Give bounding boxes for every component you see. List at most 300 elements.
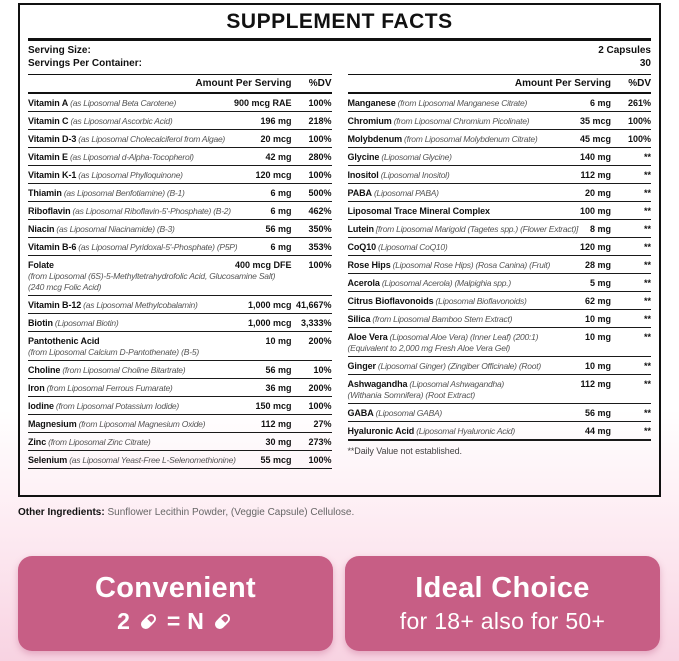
- row-name-cell: [348, 277, 586, 289]
- ingredient-name: GABA: [347, 408, 374, 418]
- ingredient-description: (Liposomal PABA): [373, 188, 439, 198]
- row-dv: **: [643, 188, 651, 198]
- row-name-cell: [348, 331, 581, 343]
- pill-formula: [117, 608, 234, 635]
- other-ingredients-text: Sunflower Lecithin Powder, (Veggie Capsule) Cellulose.: [104, 507, 355, 518]
- table-row: [348, 148, 652, 166]
- row-amount: 55 mcg: [260, 455, 292, 465]
- row-amount: 56 mg: [584, 408, 611, 418]
- row-dv: **: [643, 361, 651, 371]
- supplement-label-page: [0, 3, 679, 661]
- row-dv: 273%: [308, 437, 332, 447]
- table-row-main: [348, 205, 652, 217]
- table-row-main: [348, 313, 652, 325]
- table-row-main: [348, 259, 652, 271]
- row-amount: 42 mg: [265, 152, 292, 162]
- ingredient-name: Aloe Vera: [347, 332, 388, 342]
- ingredient-description: (from Liposomal Molybdenum Citrate): [404, 134, 538, 144]
- ingredient-description: (from Liposomal Zinc Citrate): [48, 437, 151, 447]
- ingredient-description: (Liposomal Bioflavonoids): [435, 296, 527, 306]
- daily-value-footnote: **Daily Value not established.: [347, 446, 462, 456]
- row-name-cell: [28, 317, 244, 329]
- row-dv: 261%: [627, 98, 651, 108]
- table-row-main: [348, 360, 652, 372]
- row-amount: 140 mg: [579, 152, 611, 162]
- ideal-choice-title: Ideal Choice: [415, 572, 590, 604]
- amount-per-serving-header: Amount Per Serving: [195, 78, 292, 89]
- bottom-badges: [18, 556, 660, 651]
- table-row: [28, 130, 332, 148]
- ingredient-description: (from Liposomal Bamboo Stem Extract): [372, 314, 513, 324]
- row-dv: 100%: [308, 401, 332, 411]
- row-name-cell: [28, 299, 244, 311]
- row-dv: **: [643, 242, 651, 252]
- row-amount: 6 mg: [270, 206, 292, 216]
- ingredient-description: (Liposomal Ginger) (Zingiber Officinale) (Root): [377, 361, 541, 371]
- table-row-main: [28, 223, 332, 235]
- capsule-icon: [137, 610, 160, 633]
- row-amount: 120 mg: [579, 242, 611, 252]
- row-name-cell: [348, 259, 581, 271]
- row-amount: 10 mg: [584, 361, 611, 371]
- table-row: [348, 292, 652, 310]
- ingredient-description: (as Liposomal Niacinamide) (B-3): [56, 224, 175, 234]
- ingredient-description: (as Liposomal d-Alpha-Tocopherol): [69, 152, 194, 162]
- row-dv: 353%: [308, 242, 332, 252]
- row-extra-lines: [28, 271, 332, 293]
- table-row-main: [348, 115, 652, 127]
- badge-convenient: [18, 556, 333, 651]
- ingredient-name: Acerola: [347, 278, 380, 288]
- row-dv: **: [643, 260, 651, 270]
- row-name-cell: [28, 151, 261, 163]
- row-name-cell: [348, 115, 576, 127]
- table-row: [28, 256, 332, 296]
- row-dv: 100%: [308, 455, 332, 465]
- row-amount: 45 mcg: [579, 134, 611, 144]
- row-name-cell: [28, 115, 256, 127]
- ingredient-name: PABA: [347, 188, 372, 198]
- ingredient-description: (Liposomal Aloe Vera) (Inner Leaf) (200:1): [389, 332, 539, 342]
- table-row-main: [28, 115, 332, 127]
- pill-count: 2: [117, 608, 130, 634]
- ingredient-description: (as Liposomal Phylloquinone): [78, 170, 183, 180]
- table-row: [348, 130, 652, 148]
- ingredient-name: Chromium: [347, 116, 392, 126]
- row-dv: 462%: [308, 206, 332, 216]
- table-row-main: [348, 133, 652, 145]
- table-row-main: [28, 151, 332, 163]
- servings-per-container-label: Servings Per Container:: [28, 58, 142, 69]
- supplement-facts-title: SUPPLEMENT FACTS: [28, 5, 651, 41]
- row-name-cell: [348, 295, 581, 307]
- row-name-cell: [348, 378, 577, 390]
- table-row-main: [348, 241, 652, 253]
- ingredient-description: (from Liposomal Manganese Citrate): [397, 98, 528, 108]
- table-row: [348, 310, 652, 328]
- table-row: [348, 256, 652, 274]
- convenient-title: Convenient: [95, 572, 256, 604]
- table-row-main: [348, 151, 652, 163]
- row-amount: 1,000 mcg: [247, 318, 292, 328]
- row-amount: 5 mg: [589, 278, 611, 288]
- table-row-main: [348, 277, 652, 289]
- ingredient-description: (from Liposomal Ferrous Fumarate): [46, 383, 173, 393]
- row-name-cell: [348, 133, 576, 145]
- row-name-cell: [28, 241, 266, 253]
- ingredient-name: Riboflavin: [28, 206, 71, 216]
- table-row-main: [348, 169, 652, 181]
- table-row-main: [28, 418, 332, 430]
- table-row: [348, 422, 652, 441]
- ingredient-description: (as Liposomal Methylcobalamin): [83, 300, 198, 310]
- row-amount: 900 mcg RAE: [233, 98, 292, 108]
- table-row: [28, 202, 332, 220]
- row-amount: 35 mcg: [579, 116, 611, 126]
- row-dv: 10%: [313, 365, 332, 375]
- row-name-cell: [348, 169, 577, 181]
- row-amount: 36 mg: [265, 383, 292, 393]
- row-name-cell: [348, 205, 576, 217]
- pill-label: N: [187, 608, 204, 634]
- table-row-main: [28, 187, 332, 199]
- row-amount: 44 mg: [584, 426, 611, 436]
- ingredient-name: Iron: [28, 383, 45, 393]
- row-dv: 200%: [308, 336, 332, 346]
- row-dv: 100%: [627, 116, 651, 126]
- column-header-right: [348, 74, 652, 94]
- row-name-cell: [348, 425, 581, 437]
- table-row-main: [28, 317, 332, 329]
- row-amount: 6 mg: [270, 188, 292, 198]
- table-row-main: [348, 223, 652, 235]
- ingredient-name: Manganese: [347, 98, 396, 108]
- row-name-cell: [28, 436, 261, 448]
- ingredient-name: Pantothenic Acid: [28, 336, 100, 346]
- table-row-main: [348, 187, 652, 199]
- ingredient-description: (Liposomal Ashwagandha): [409, 379, 504, 389]
- row-dv: 350%: [308, 224, 332, 234]
- row-amount: 10 mg: [584, 314, 611, 324]
- row-name-cell: [28, 259, 231, 271]
- ingredient-name: Liposomal Trace Mineral Complex: [347, 206, 490, 216]
- table-row-main: [348, 425, 652, 437]
- row-amount: 1,000 mcg: [247, 300, 292, 310]
- row-dv: **: [643, 152, 651, 162]
- ingredient-description: (as Liposomal Yeast-Free L-Selenomethionine): [69, 455, 236, 465]
- table-row: [28, 166, 332, 184]
- row-dv: **: [643, 426, 651, 436]
- right-rows-container: [348, 94, 652, 441]
- row-name-cell: [348, 151, 576, 163]
- row-dv: **: [643, 224, 651, 234]
- row-amount: 112 mg: [580, 170, 611, 180]
- facts-column-right: [348, 74, 652, 469]
- table-row: [348, 238, 652, 256]
- table-row: [28, 112, 332, 130]
- row-name-cell: [348, 223, 586, 235]
- table-row-main: [28, 169, 332, 181]
- ingredient-name: Vitamin E: [28, 152, 68, 162]
- ingredient-description: (as Liposomal Benfotiamine) (B-1): [63, 188, 185, 198]
- ingredient-name: Iodine: [28, 401, 54, 411]
- row-name-cell: [348, 241, 576, 253]
- row-extra-line: (Equivalent to 2,000 mg Fresh Aloe Vera Gel): [347, 343, 511, 353]
- ingredient-description: (from Liposomal Potassium Iodide): [55, 401, 179, 411]
- ingredient-description: (Liposomal Inositol): [380, 170, 450, 180]
- ingredient-name: Vitamin D-3: [28, 134, 77, 144]
- column-header-left: [28, 74, 332, 94]
- dv-header: %DV: [308, 78, 332, 89]
- table-row-main: [348, 331, 652, 343]
- table-row-main: [28, 335, 332, 347]
- row-amount: 28 mg: [584, 260, 611, 270]
- ingredient-name: Magnesium: [28, 419, 77, 429]
- row-name-cell: [28, 400, 251, 412]
- ingredient-description: (Liposomal Hyaluronic Acid): [416, 426, 515, 436]
- ingredient-name: Molybdenum: [347, 134, 402, 144]
- row-dv: **: [643, 408, 651, 418]
- row-name-cell: [348, 97, 586, 109]
- amount-per-serving-header: Amount Per Serving: [514, 78, 611, 89]
- equals-sign: =: [166, 608, 181, 634]
- table-row-main: [28, 133, 332, 145]
- serving-size-label: Serving Size:: [28, 45, 91, 56]
- row-dv: 100%: [308, 170, 332, 180]
- ingredient-name: CoQ10: [347, 242, 377, 252]
- ingredient-name: Vitamin A: [28, 98, 69, 108]
- ingredient-name: Glycine: [347, 152, 380, 162]
- row-amount: 62 mg: [584, 296, 611, 306]
- row-extra-line: (Withania Somnifera) (Root Extract): [347, 390, 476, 400]
- table-row: [28, 148, 332, 166]
- table-row: [28, 415, 332, 433]
- row-name-cell: [28, 97, 230, 109]
- row-name-cell: [28, 382, 261, 394]
- table-row: [348, 274, 652, 292]
- table-row: [28, 220, 332, 238]
- row-dv: **: [643, 314, 651, 324]
- ingredient-name: Ginger: [347, 361, 376, 371]
- row-name-cell: [348, 360, 581, 372]
- row-amount: 150 mcg: [255, 401, 292, 411]
- row-amount: 10 mg: [265, 336, 292, 346]
- row-extra-line: (240 mcg Folic Acid): [28, 282, 102, 292]
- dv-header: %DV: [628, 78, 651, 89]
- table-row: [28, 184, 332, 202]
- left-rows-container: [28, 94, 332, 469]
- row-dv: 218%: [308, 116, 332, 126]
- row-dv: 100%: [308, 260, 332, 270]
- row-amount: 120 mcg: [255, 170, 292, 180]
- row-name-cell: [348, 187, 581, 199]
- table-row: [348, 375, 652, 404]
- row-amount: 10 mg: [584, 332, 611, 342]
- capsule-icon: [211, 610, 234, 633]
- ingredient-name: Selenium: [28, 455, 68, 465]
- row-name-cell: [28, 335, 261, 347]
- table-row-main: [28, 259, 332, 271]
- ingredient-description: (from Liposomal Chromium Picolinate): [393, 116, 530, 126]
- ingredient-name: Biotin: [28, 318, 53, 328]
- ingredient-description: [from Liposomal Marigold (Tagetes spp.) (Flower Extract)]: [375, 224, 579, 234]
- row-amount: 100 mg: [579, 206, 611, 216]
- row-amount: 56 mg: [265, 365, 292, 375]
- row-amount: 6 mg: [270, 242, 292, 252]
- table-row-main: [28, 299, 332, 311]
- table-row: [28, 397, 332, 415]
- row-dv: **: [643, 296, 651, 306]
- row-dv: 27%: [313, 419, 332, 429]
- ideal-choice-subtitle: for 18+ also for 50+: [399, 608, 606, 634]
- table-row: [28, 361, 332, 379]
- serving-size-row: [28, 44, 651, 57]
- servings-per-container-row: [28, 57, 651, 70]
- table-row: [348, 328, 652, 357]
- ingredient-name: Rose Hips: [347, 260, 391, 270]
- row-dv: 280%: [308, 152, 332, 162]
- row-name-cell: [28, 133, 256, 145]
- row-amount: 20 mg: [584, 188, 611, 198]
- ingredient-description: (Liposomal Rose Hips) (Rosa Canina) (Fruit): [392, 260, 551, 270]
- ingredient-name: Thiamin: [28, 188, 62, 198]
- row-amount: 400 mcg DFE: [234, 260, 292, 270]
- row-name-cell: [28, 223, 261, 235]
- ingredient-name: Vitamin K-1: [28, 170, 77, 180]
- facts-column-left: [28, 74, 332, 469]
- row-amount: 196 mg: [260, 116, 292, 126]
- table-row: [28, 379, 332, 397]
- table-row: [348, 357, 652, 375]
- ingredient-name: Lutein: [347, 224, 374, 234]
- row-name-cell: [28, 418, 257, 430]
- badge-ideal-choice: [345, 556, 660, 651]
- ingredient-name: Folate: [28, 260, 54, 270]
- serving-size-value: 2 Capsules: [598, 45, 651, 56]
- row-dv: 500%: [308, 188, 332, 198]
- ingredient-description: (as Liposomal Riboflavin-5'-Phosphate) (B-2): [72, 206, 231, 216]
- ingredient-name: Niacin: [28, 224, 55, 234]
- table-row-main: [28, 364, 332, 376]
- ingredient-description: (Liposomal Glycine): [381, 152, 452, 162]
- table-row-main: [28, 205, 332, 217]
- ingredient-description: (from Liposomal Choline Bitartrate): [62, 365, 186, 375]
- row-amount: 20 mcg: [260, 134, 292, 144]
- table-row: [348, 94, 652, 112]
- table-row-main: [28, 97, 332, 109]
- table-row: [348, 166, 652, 184]
- table-row: [28, 238, 332, 256]
- servings-per-container-value: 30: [639, 58, 651, 69]
- ingredient-name: Vitamin B-12: [28, 300, 82, 310]
- row-name-cell: [348, 407, 581, 419]
- ingredient-name: Zinc: [28, 437, 47, 447]
- row-name-cell: [28, 169, 251, 181]
- ingredient-description: (as Liposomal Beta Carotene): [70, 98, 177, 108]
- ingredient-description: (Liposomal Biotin): [54, 318, 119, 328]
- row-name-cell: [348, 313, 581, 325]
- table-row-main: [28, 436, 332, 448]
- table-row: [28, 296, 332, 314]
- row-extra-line: (from Liposomal (6S)-5-Methyltetrahydrofolic Acid, Glucosamine Salt): [28, 271, 276, 281]
- table-row-main: [348, 378, 652, 390]
- ingredient-name: Vitamin C: [28, 116, 69, 126]
- row-dv: 100%: [308, 98, 332, 108]
- ingredient-description: (Liposomal CoQ10): [378, 242, 448, 252]
- row-extra-lines: [348, 390, 652, 401]
- table-row: [28, 314, 332, 332]
- ingredient-name: Choline: [28, 365, 61, 375]
- row-dv: **: [643, 278, 651, 288]
- table-row: [28, 332, 332, 361]
- serving-info: [28, 41, 651, 74]
- table-row: [28, 451, 332, 469]
- table-row-main: [28, 382, 332, 394]
- row-amount: 56 mg: [265, 224, 292, 234]
- row-name-cell: [28, 454, 256, 466]
- row-dv: 200%: [308, 383, 332, 393]
- ingredient-name: Inositol: [347, 170, 379, 180]
- table-row: [348, 220, 652, 238]
- row-amount: 112 mg: [580, 379, 611, 389]
- table-row: [348, 202, 652, 220]
- row-extra-lines: [348, 343, 652, 354]
- row-amount: 8 mg: [589, 224, 611, 234]
- row-dv: 41,667%: [295, 300, 332, 310]
- row-dv: **: [643, 332, 651, 342]
- table-row-main: [348, 407, 652, 419]
- ingredient-name: Hyaluronic Acid: [347, 426, 415, 436]
- ingredient-description: (Liposomal GABA): [375, 408, 442, 418]
- ingredient-description: (Liposomal Acerola) (Malpighia spp.): [381, 278, 511, 288]
- row-dv: 100%: [627, 134, 651, 144]
- supplement-facts-panel: [18, 3, 661, 497]
- row-dv: **: [643, 170, 651, 180]
- ingredient-name: Silica: [347, 314, 371, 324]
- ingredient-description: (from Liposomal Magnesium Oxide): [78, 419, 206, 429]
- facts-columns: [28, 74, 651, 469]
- row-dv: **: [643, 379, 651, 389]
- row-dv: 3,333%: [300, 318, 332, 328]
- ingredient-description: (as Liposomal Ascorbic Acid): [70, 116, 173, 126]
- table-row: [348, 184, 652, 202]
- ingredient-description: (as Liposomal Pyridoxal-5'-Phosphate) (P5P): [78, 242, 238, 252]
- row-amount: 112 mg: [260, 419, 292, 429]
- table-row: [348, 404, 652, 422]
- table-row-main: [28, 454, 332, 466]
- row-dv: **: [643, 206, 651, 216]
- table-row-main: [28, 241, 332, 253]
- row-extra-line: (from Liposomal Calcium D-Pantothenate) (B-5): [28, 347, 199, 357]
- table-row: [28, 433, 332, 451]
- row-name-cell: [28, 187, 266, 199]
- row-name-cell: [28, 364, 261, 376]
- table-row-main: [348, 97, 652, 109]
- row-name-cell: [28, 205, 266, 217]
- other-ingredients-label: Other Ingredients:: [18, 507, 105, 518]
- row-extra-lines: [28, 347, 332, 358]
- row-amount: 30 mg: [265, 437, 292, 447]
- table-row: [348, 112, 652, 130]
- ingredient-name: Citrus Bioflavonoids: [347, 296, 434, 306]
- table-row-main: [28, 400, 332, 412]
- row-dv: 100%: [308, 134, 332, 144]
- row-amount: 6 mg: [589, 98, 611, 108]
- table-row: [28, 94, 332, 112]
- other-ingredients: [18, 506, 661, 519]
- ingredient-description: (as Liposomal Cholecalciferol from Algae): [78, 134, 226, 144]
- ingredient-name: Vitamin B-6: [28, 242, 77, 252]
